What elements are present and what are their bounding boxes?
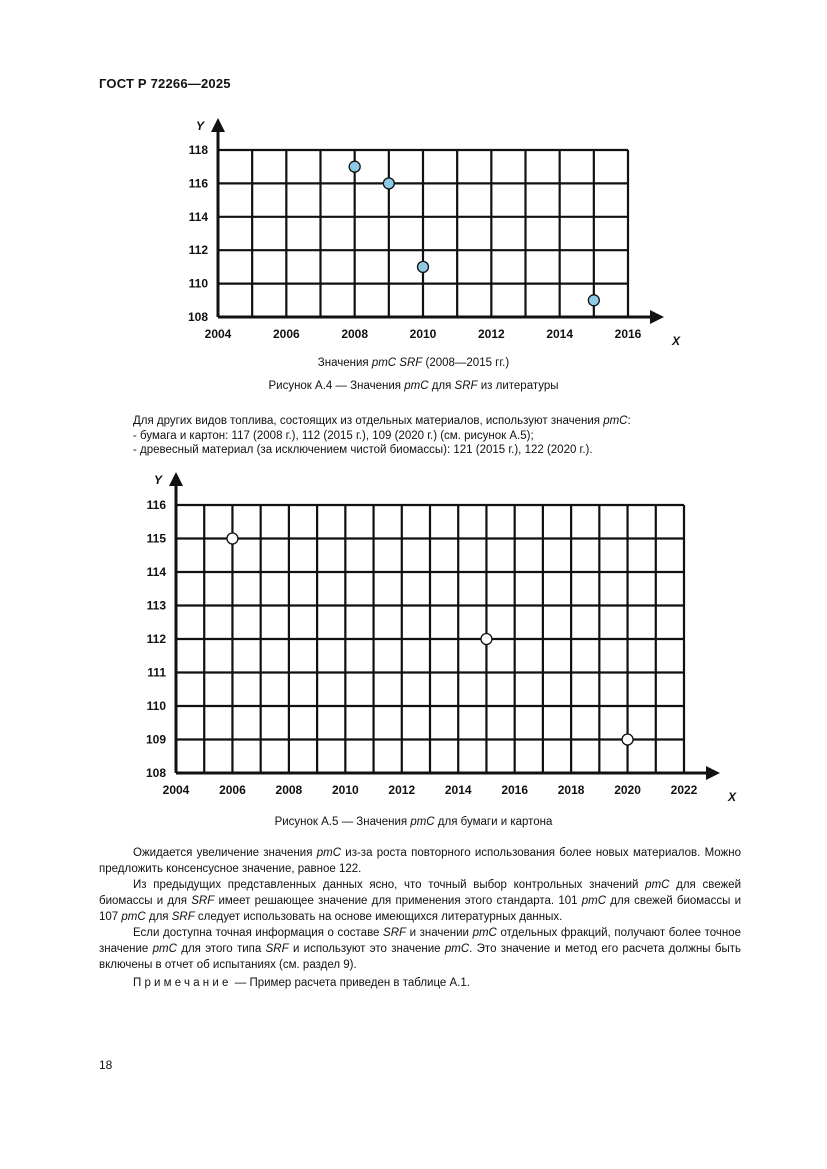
text-run: SRF [265,943,289,955]
text-run: и значении [406,927,473,939]
data-point [383,178,394,189]
x-tick-label: 2014 [546,327,574,341]
figure-a5-svg [0,472,827,807]
data-point [418,261,429,272]
x-tick-label: 2016 [501,783,529,797]
y-axis-arrow [211,118,225,132]
list-item: - древесный материал (за исключением чистой биомассы): 121 (2015 г.), 122 (2020 г.). [133,444,593,456]
document-code: ГОСТ Р 72266—2025 [99,76,231,91]
y-tick-label: 110 [146,699,166,713]
subtitle-prefix: Значения [317,357,372,369]
text-run: имеет решающее значение для применения этого стандарта. 101 [214,895,582,907]
text-run: для [145,911,172,923]
text-run: SRF [171,911,195,923]
note-text: — Пример расчета приведен в таблице А.1. [231,977,470,989]
x-tick-label: 2022 [670,783,698,797]
subtitle-italic: pmC SRF [371,357,423,369]
y-axis-arrow [169,472,183,486]
data-point [227,533,238,544]
text-run: для свежей биомассы и 107 [99,895,741,923]
text-run: pmC [472,927,497,939]
y-tick-label: 116 [188,176,208,191]
text-run: для свежей биомассы и для [99,879,741,907]
text-run: и используют это значение [288,943,445,955]
list-intro-suffix: : [627,415,631,427]
caption-prefix: Рисунок А.4 — Значения [268,380,405,392]
caption-suffix: для бумаги и картона [434,816,553,828]
text-run: pmC [645,879,670,891]
x-tick-label: 2012 [477,327,505,341]
x-axis-label: X [672,334,681,348]
body-text [99,845,741,973]
caption-italic: pmC [404,380,429,392]
text-run: отдельных фракций, получают более точное значение [99,927,742,955]
caption-prefix: Рисунок А.5 — Значения [274,816,411,828]
caption-italic: pmC [410,816,435,828]
y-tick-label: 115 [146,531,166,546]
note-label: Примечание [133,977,232,989]
y-tick-label: 108 [145,766,166,780]
y-tick-label: 108 [187,310,208,324]
y-tick-label: 109 [145,732,166,747]
x-tick-label: 2016 [614,327,642,341]
list-intro [133,414,733,429]
text-run: Ожидается увеличение значения [133,847,317,859]
text-run: pmC [316,847,341,859]
paragraph [99,925,741,973]
list-intro-italic: pmC [603,415,628,427]
y-tick-label: 112 [146,632,166,646]
page-number: 18 [99,1058,113,1072]
paragraph [99,845,741,877]
text-run: Из предыдущих представленных данных ясно, что точный выбор контрольных значений [133,879,646,891]
x-tick-label: 2020 [614,783,641,797]
y-tick-label: 113 [146,598,166,613]
figure-a5-caption [0,816,827,828]
text-run: . Это значение и метод его расчета должны быть включены в отчет об испытаниях (см. раздел 9). [99,943,741,971]
y-tick-label: 111 [147,665,166,680]
y-tick-label: 116 [146,498,166,512]
y-axis-label: Y [153,473,162,487]
figure-a4-caption [0,380,827,392]
text-run: pmC [152,943,177,955]
text-run: pmC [121,911,146,923]
text-run: Если доступна точная информация о составе [133,927,384,939]
caption-italic: SRF [454,380,478,392]
y-tick-label: 114 [188,209,208,224]
note [133,977,470,989]
y-axis-label: Y [195,119,204,133]
caption-suffix: из литературы [477,380,559,392]
text-run: SRF [383,927,407,939]
x-axis-arrow [706,766,720,780]
x-tick-label: 2010 [331,783,359,797]
text-run: следует использовать на основе имеющихся литературных данных. [194,911,563,923]
x-axis-label: X [728,790,737,804]
figure-a5-chart [0,472,827,807]
text-run: SRF [191,895,215,907]
caption-mid: для [428,380,455,392]
y-tick-label: 114 [146,565,166,579]
text-run: pmC [444,943,470,955]
text-run: для этого типа [176,943,266,955]
figure-a4-svg [0,110,827,355]
paragraph [99,877,741,925]
list-item: - бумага и картон: 117 (2008 г.), 112 (2015 г.), 109 (2020 г.) (см. рисунок А.5); [133,429,534,442]
x-tick-label: 2008 [341,327,369,341]
x-axis-arrow [650,310,664,324]
data-point [481,634,492,645]
text-run: pmC [581,895,607,907]
x-tick-label: 2014 [444,783,472,797]
x-tick-label: 2018 [557,783,585,797]
x-tick-label: 2008 [275,783,303,797]
fuel-types-list [133,414,733,458]
y-tick-label: 118 [188,143,208,157]
data-point [349,161,360,172]
x-tick-label: 2006 [272,327,300,341]
data-point [588,295,599,306]
list-intro-text: Для других видов топлива, состоящих из отдельных материалов, используют значения [133,415,604,427]
y-tick-label: 112 [188,243,208,258]
x-tick-label: 2004 [204,327,232,341]
y-tick-label: 110 [188,276,208,291]
x-tick-label: 2006 [219,783,246,797]
figure-a4-chart [0,110,827,355]
text-run: из-за роста повторного использования более новых материалов. Можно предложить консенсусное значение, равное 122. [99,847,741,875]
data-point [622,734,633,745]
subtitle-suffix: (2008—2015 гг.) [422,357,510,369]
figure-a4-subtitle [0,357,827,369]
x-tick-label: 2004 [162,783,190,797]
x-tick-label: 2012 [388,783,416,797]
x-tick-label: 2010 [409,327,437,341]
